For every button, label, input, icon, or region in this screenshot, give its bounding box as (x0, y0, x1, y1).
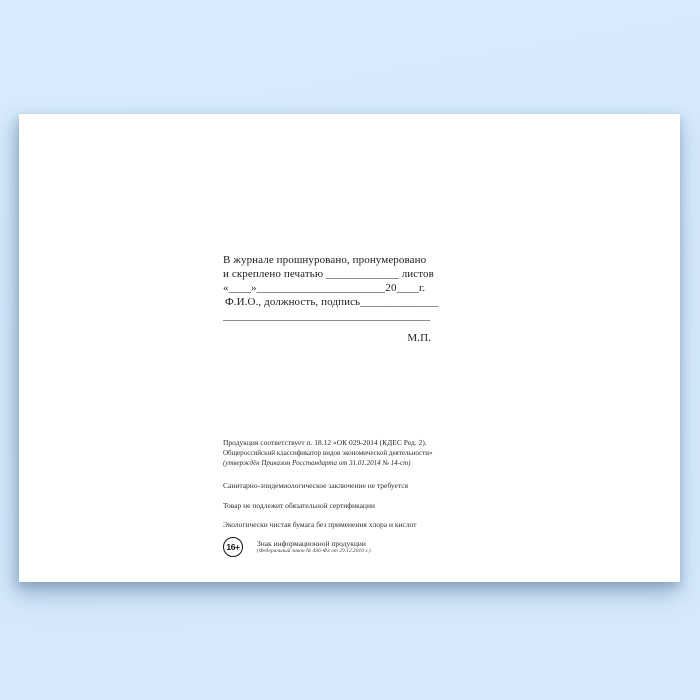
seal-date-line: «____»_______________________20____г. (223, 282, 426, 294)
info-product-sign-title: Знак информационной продукции (257, 539, 366, 548)
stamp-place-abbr: М.П. (407, 332, 431, 344)
seal-statement-block (223, 253, 457, 345)
info-product-sign-text (257, 537, 371, 555)
seal-signature-line: Ф.И.О., должность, подпись______________ (225, 296, 439, 308)
product-classification-line-2: Общероссийский классификатор видов экономической деятельности» (223, 449, 433, 457)
compliance-block (223, 438, 483, 557)
sanitary-conclusion-note: Санитарно-эпидемиологическое заключение не требуется (223, 481, 409, 490)
product-classification-text (223, 438, 483, 468)
certification-note: Товар не подлежит обязательной сертификации (223, 500, 375, 510)
seal-blank-line: _____________________________________ (223, 310, 431, 322)
seal-statement-line-1: В журнале прошнуровано, пронумеровано (223, 254, 427, 266)
seal-statement-line-2: и скреплено печатью _____________ листов (223, 268, 434, 280)
age-rating-16-badge: 16+ (223, 537, 243, 557)
product-classification-line-1: Продукция соответствует п. 18.12 «ОК 029-2014 (КДЕС Ред. 2). (223, 438, 427, 447)
info-product-sign-law: (Федеральный закон № 436-ФЗ от 29.12.2010 г.) (257, 548, 371, 554)
ecology-note: Экологически чистая бумага без применения хлора и кислот (223, 520, 417, 529)
info-product-sign (223, 537, 483, 557)
document-page (19, 114, 680, 582)
product-classification-line-3: (утверждён Приказом Росстандарта от 31.01.2014 № 14-ст) (223, 459, 411, 467)
